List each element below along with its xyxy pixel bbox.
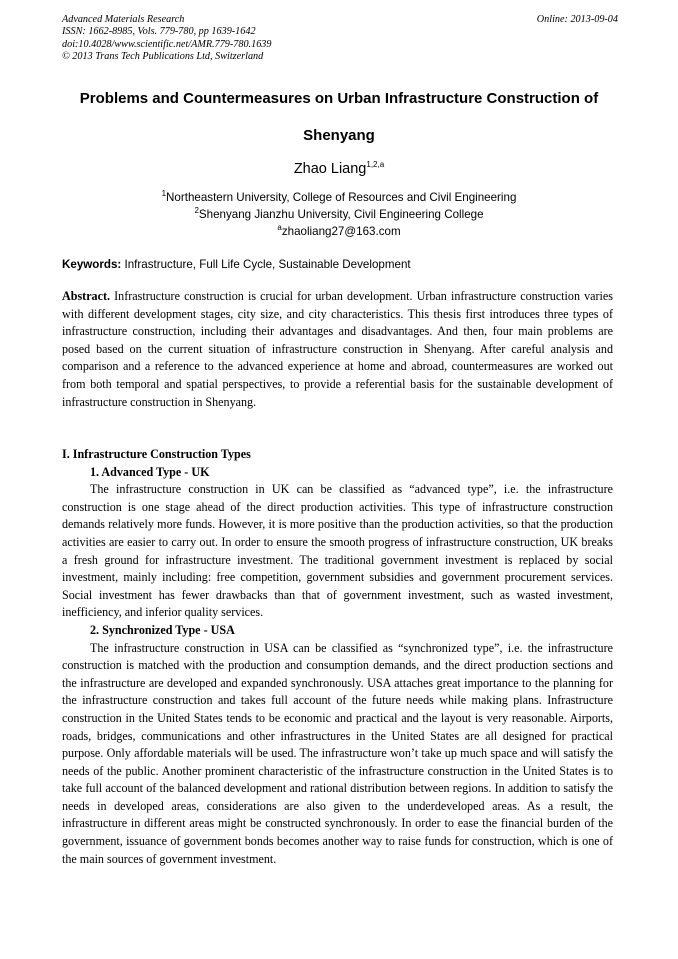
author-name: Zhao Liang [293, 161, 367, 177]
paragraph-usa: The infrastructure construction in USA can be classified as “synchronized type”, i.e. the infrastructure construction is matched with the production and consumption demands, and the direct production sections and the infrastructure are developed and expanded synchronously. USA attaches great importance to the planning for the infrastructure construction and takes full account of the future needs while making plans. Infrastructure construction in the United States tends to be economic and practical and the layout is very reasonable. Airports, roads, bridges, communications and other infrastructures in the United States are all designed for practical purpose. Only affordable materials will be used. The infrastructure won’t take up much space and will satisfy the needs of the public. Another prominent characteristic of the infrastructure construction in the United States is to take full account of the balanced development and rational distribution between regions. In addition to satisfy the needs in developed areas, considerations are also given to the underdeveloped areas. As a result, the infrastructure in different areas might be constructed synchronously. In order to ease the financial burden of the government, issuance of government bonds becomes another way to raise funds for construction, which is one of the main sources of government investment. [62, 640, 613, 866]
affiliation-1: $^1$Northeastern University, College of Resources and Civil Engineering [161, 189, 517, 204]
online-date: Online: 2013-09-04 [536, 14, 618, 25]
section-heading: I. Infrastructure Construction Types [62, 447, 251, 461]
paper-title-line2: Shenyang [303, 127, 375, 144]
copyright-line: © 2013 Trans Tech Publications Ltd, Switzerland [62, 51, 264, 63]
keywords [62, 258, 618, 271]
abstract-text: Infrastructure construction is crucial for urban development. Urban infrastructure construction varies with different development stages, city size, and city characteristics. This thesis first introduces three types of infrastructure construction, including their advantages and disadvantages. And then, four main problems are posed based on the current situation of infrastructure construction in Shenyang. After careful analysis and comparison and a reference to the advanced experience at home and abroad, countermeasures are worked out from both temporal and spatial perspectives, to provide a referential basis for the sustainable development of infrastructure construction in Shenyang. [62, 289, 613, 409]
issn-line: ISSN: 1662-8985, Vols. 779-780, pp 1639-1642 [62, 26, 256, 38]
doi-line: doi:10.4028/www.scientific.net/AMR.779-780.1639 [62, 38, 272, 50]
keywords-label: Keywords: [62, 258, 122, 271]
abstract-label: Abstract. [62, 289, 111, 303]
section-1 [62, 446, 613, 868]
subsection-heading-usa: 2. Synchronized Type - USA [90, 622, 235, 637]
author-email: $^a$zhaoliang27@163.com [277, 223, 401, 238]
author [0, 161, 678, 177]
abstract [62, 288, 613, 411]
affiliation-2: $^2$Shenyang Jianzhu University, Civil Engineering College [194, 206, 484, 221]
paragraph-uk: The infrastructure construction in UK can be classified as “advanced type”, i.e. the infrastructure construction is one stage ahead of the direct production activities. This type of infrastructure construction demands relatively more funds. However, it is more positive than the production activities, so that the production activities are easier to carry out. In order to ensure the smooth progress of infrastructure construction, UK breaks a fresh ground for infrastructure investment. The traditional government investment is replaced by social investment, mainly including: free competition, government subsidies and government procurement services. Social investment has fewer drawbacks than that of government investment, such as wasted investment, inefficiency, and inferior quality services. [62, 482, 613, 620]
journal-header [62, 14, 618, 64]
subsection-heading-uk: 1. Advanced Type - UK [90, 464, 210, 479]
journal-name: Advanced Materials Research [62, 14, 185, 25]
paper-title-line1: Problems and Countermeasures on Urban Infrastructure Construction of [79, 90, 599, 107]
author-sup: 1,2,a [366, 160, 385, 170]
keywords-text: Infrastructure, Full Life Cycle, Sustainable Development [121, 258, 411, 271]
